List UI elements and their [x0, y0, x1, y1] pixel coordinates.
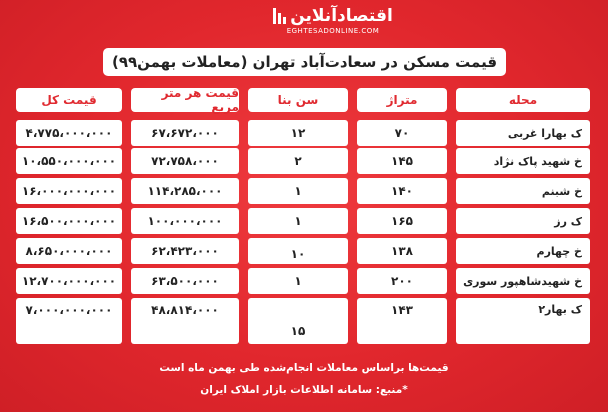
header-area: متراژ — [357, 88, 447, 112]
cell-neighborhood: ک بهار۲ — [456, 298, 590, 344]
cell-price-per-m2: ۷۲،۷۵۸،۰۰۰ — [131, 148, 239, 174]
cell-neighborhood: خ چهارم — [456, 238, 590, 264]
header-age: سن بنا — [248, 88, 348, 112]
cell-total-price: ۸،۶۵۰،۰۰۰،۰۰۰ — [16, 238, 122, 264]
cell-total-price: ۷،۰۰۰،۰۰۰،۰۰۰ — [16, 298, 122, 344]
cell-age: ۱ — [248, 208, 348, 234]
cell-area: ۱۴۰ — [357, 178, 447, 204]
cell-price-per-m2: ۶۲،۴۲۳،۰۰۰ — [131, 238, 239, 264]
cell-price-per-m2: ۶۳،۵۰۰،۰۰۰ — [131, 268, 239, 294]
brand-logo — [258, 6, 408, 38]
header-price-per-m2: قیمت هر متر مربع — [131, 88, 239, 112]
cell-price-per-m2: ۱۰۰،۰۰۰،۰۰۰ — [131, 208, 239, 234]
logo-bars-icon — [273, 8, 286, 24]
cell-neighborhood: خ شبنم — [456, 178, 590, 204]
page-title — [103, 48, 506, 76]
footer-source: *منبع: سامانه اطلاعات بازار املاک ایران — [200, 384, 408, 396]
cell-total-price: ۴،۷۷۵،۰۰۰،۰۰۰ — [16, 120, 122, 146]
cell-price-per-m2: ۴۸،۸۱۴،۰۰۰ — [131, 298, 239, 344]
cell-total-price: ۱۶،۵۰۰،۰۰۰،۰۰۰ — [16, 208, 122, 234]
cell-age: ۲ — [248, 148, 348, 174]
cell-area: ۱۶۵ — [357, 208, 447, 234]
header-neighborhood: محله — [456, 88, 590, 112]
cell-neighborhood: ک رز — [456, 208, 590, 234]
cell-area: ۲۰۰ — [357, 268, 447, 294]
cell-area: ۱۴۵ — [357, 148, 447, 174]
cell-total-price: ۱۰،۵۵۰،۰۰۰،۰۰۰ — [16, 148, 122, 174]
cell-age: ۱۰ — [248, 238, 348, 264]
cell-price-per-m2: ۶۷،۶۷۲،۰۰۰ — [131, 120, 239, 146]
cell-price-per-m2: ۱۱۴،۲۸۵،۰۰۰ — [131, 178, 239, 204]
cell-area: ۱۳۸ — [357, 238, 447, 264]
cell-total-price: ۱۲،۷۰۰،۰۰۰،۰۰۰ — [16, 268, 122, 294]
cell-neighborhood: خ شهیدشاهپور سوری — [456, 268, 590, 294]
brand-site: EGHTESADONLINE.COM — [286, 27, 380, 35]
cell-total-price: ۱۶،۰۰۰،۰۰۰،۰۰۰ — [16, 178, 122, 204]
brand-name: اقتصادآنلاین — [290, 6, 393, 26]
cell-area: ۷۰ — [357, 120, 447, 146]
page-title-text: قیمت مسکن در سعادت‌آباد تهران (معاملات بهمن۹۹) — [111, 53, 498, 71]
footer-note: قیمت‌ها براساس معاملات انجام‌شده طی بهمن ماه است — [159, 362, 449, 374]
cell-age: ۱ — [248, 178, 348, 204]
cell-age: ۱۲ — [248, 120, 348, 146]
header-total-price: قیمت کل — [16, 88, 122, 112]
cell-age: ۱ — [248, 268, 348, 294]
cell-neighborhood: خ شهید پاک نژاد — [456, 148, 590, 174]
cell-area: ۱۴۳ — [357, 298, 447, 344]
cell-neighborhood: ک بهارا غربی — [456, 120, 590, 146]
cell-age: ۱۵ — [248, 298, 348, 344]
